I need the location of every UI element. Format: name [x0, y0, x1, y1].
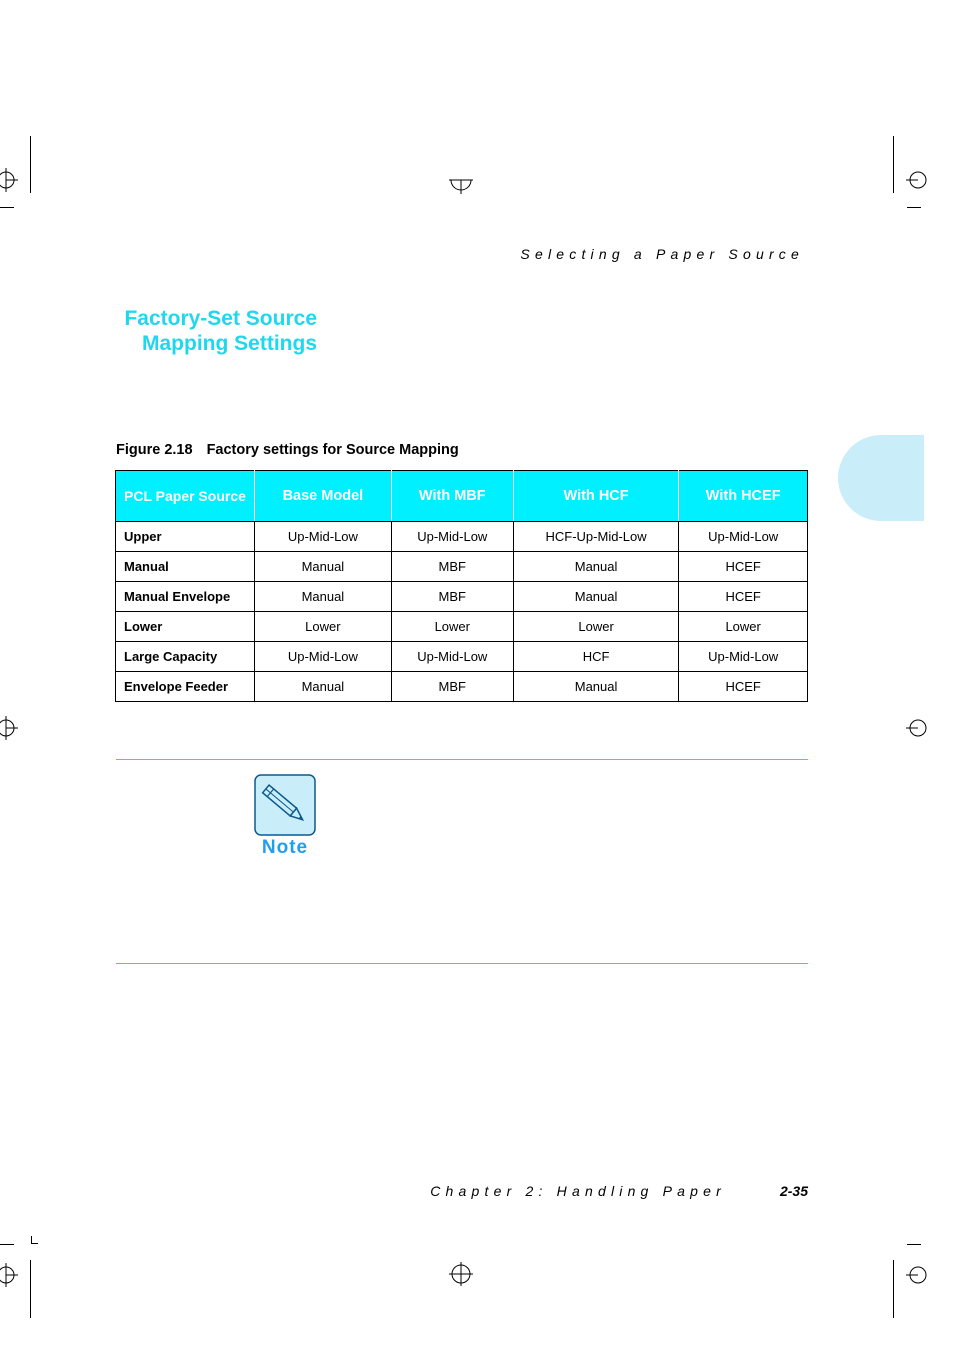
crop-mark — [907, 1244, 921, 1245]
table-cell: Manual — [255, 552, 392, 582]
table-cell: MBF — [391, 552, 513, 582]
column-header: With MBF — [391, 471, 513, 522]
table-cell: MBF — [391, 582, 513, 612]
chapter-tab-marker — [838, 435, 924, 521]
registration-mark-icon — [906, 1263, 930, 1287]
row-label: Large Capacity — [116, 642, 255, 672]
table-cell: Up-Mid-Low — [679, 522, 808, 552]
table-row — [116, 582, 808, 612]
crop-mark — [0, 1244, 14, 1245]
crop-mark — [893, 1260, 894, 1318]
note-top-rule — [116, 759, 808, 760]
column-header: Base Model — [255, 471, 392, 522]
section-title — [100, 306, 317, 356]
source-mapping-table — [115, 470, 808, 702]
table-row — [116, 672, 808, 702]
crop-mark — [31, 1236, 32, 1243]
registration-mark-icon — [449, 1262, 473, 1286]
table-cell: Manual — [255, 672, 392, 702]
table-cell: Up-Mid-Low — [255, 522, 392, 552]
table-cell: Up-Mid-Low — [391, 642, 513, 672]
table-row — [116, 522, 808, 552]
section-title-line1: Factory-Set Source — [124, 307, 317, 330]
registration-mark-icon — [0, 168, 18, 192]
table-cell: MBF — [391, 672, 513, 702]
pencil-icon — [254, 774, 316, 836]
table-cell: Lower — [255, 612, 392, 642]
registration-mark-icon — [906, 168, 930, 192]
row-label: Lower — [116, 612, 255, 642]
table-cell: HCEF — [679, 582, 808, 612]
footer-chapter: Chapter 2: Handling Paper — [430, 1183, 726, 1199]
table-cell: Manual — [513, 552, 679, 582]
running-header: Selecting a Paper Source — [520, 246, 804, 262]
table-row — [116, 642, 808, 672]
row-label: Envelope Feeder — [116, 672, 255, 702]
table-cell: Up-Mid-Low — [255, 642, 392, 672]
table-cell: Manual — [513, 672, 679, 702]
column-header: PCL Paper Source — [116, 471, 255, 522]
registration-mark-icon — [0, 1263, 18, 1287]
column-header: With HCEF — [679, 471, 808, 522]
table-cell: Up-Mid-Low — [679, 642, 808, 672]
figure-caption-text: Factory settings for Source Mapping — [206, 442, 459, 458]
table-cell: Manual — [255, 582, 392, 612]
registration-mark-icon — [906, 716, 930, 740]
note-bottom-rule — [116, 963, 808, 964]
note-label: Note — [261, 837, 309, 858]
table-cell: HCEF — [679, 672, 808, 702]
table-cell: Up-Mid-Low — [391, 522, 513, 552]
figure-number: Figure 2.18 — [116, 442, 193, 458]
table-cell: Lower — [513, 612, 679, 642]
table-cell: HCF — [513, 642, 679, 672]
registration-mark-icon — [449, 172, 473, 196]
crop-mark — [30, 136, 31, 193]
table-cell: HCEF — [679, 552, 808, 582]
figure-caption — [116, 442, 459, 458]
crop-mark — [907, 207, 921, 208]
row-label: Manual — [116, 552, 255, 582]
table-cell: Lower — [391, 612, 513, 642]
table-header-row — [116, 471, 808, 522]
table-cell: HCF-Up-Mid-Low — [513, 522, 679, 552]
table-cell: Lower — [679, 612, 808, 642]
table-row — [116, 612, 808, 642]
crop-mark — [893, 136, 894, 193]
crop-mark — [0, 207, 14, 208]
crop-mark — [30, 1260, 31, 1318]
table-row — [116, 552, 808, 582]
page-number: 2-35 — [779, 1183, 808, 1199]
column-header: With HCF — [513, 471, 679, 522]
row-label: Manual Envelope — [116, 582, 255, 612]
registration-mark-icon — [0, 716, 18, 740]
table-cell: Manual — [513, 582, 679, 612]
crop-mark — [31, 1243, 38, 1244]
section-title-line2: Mapping Settings — [142, 332, 317, 355]
row-label: Upper — [116, 522, 255, 552]
